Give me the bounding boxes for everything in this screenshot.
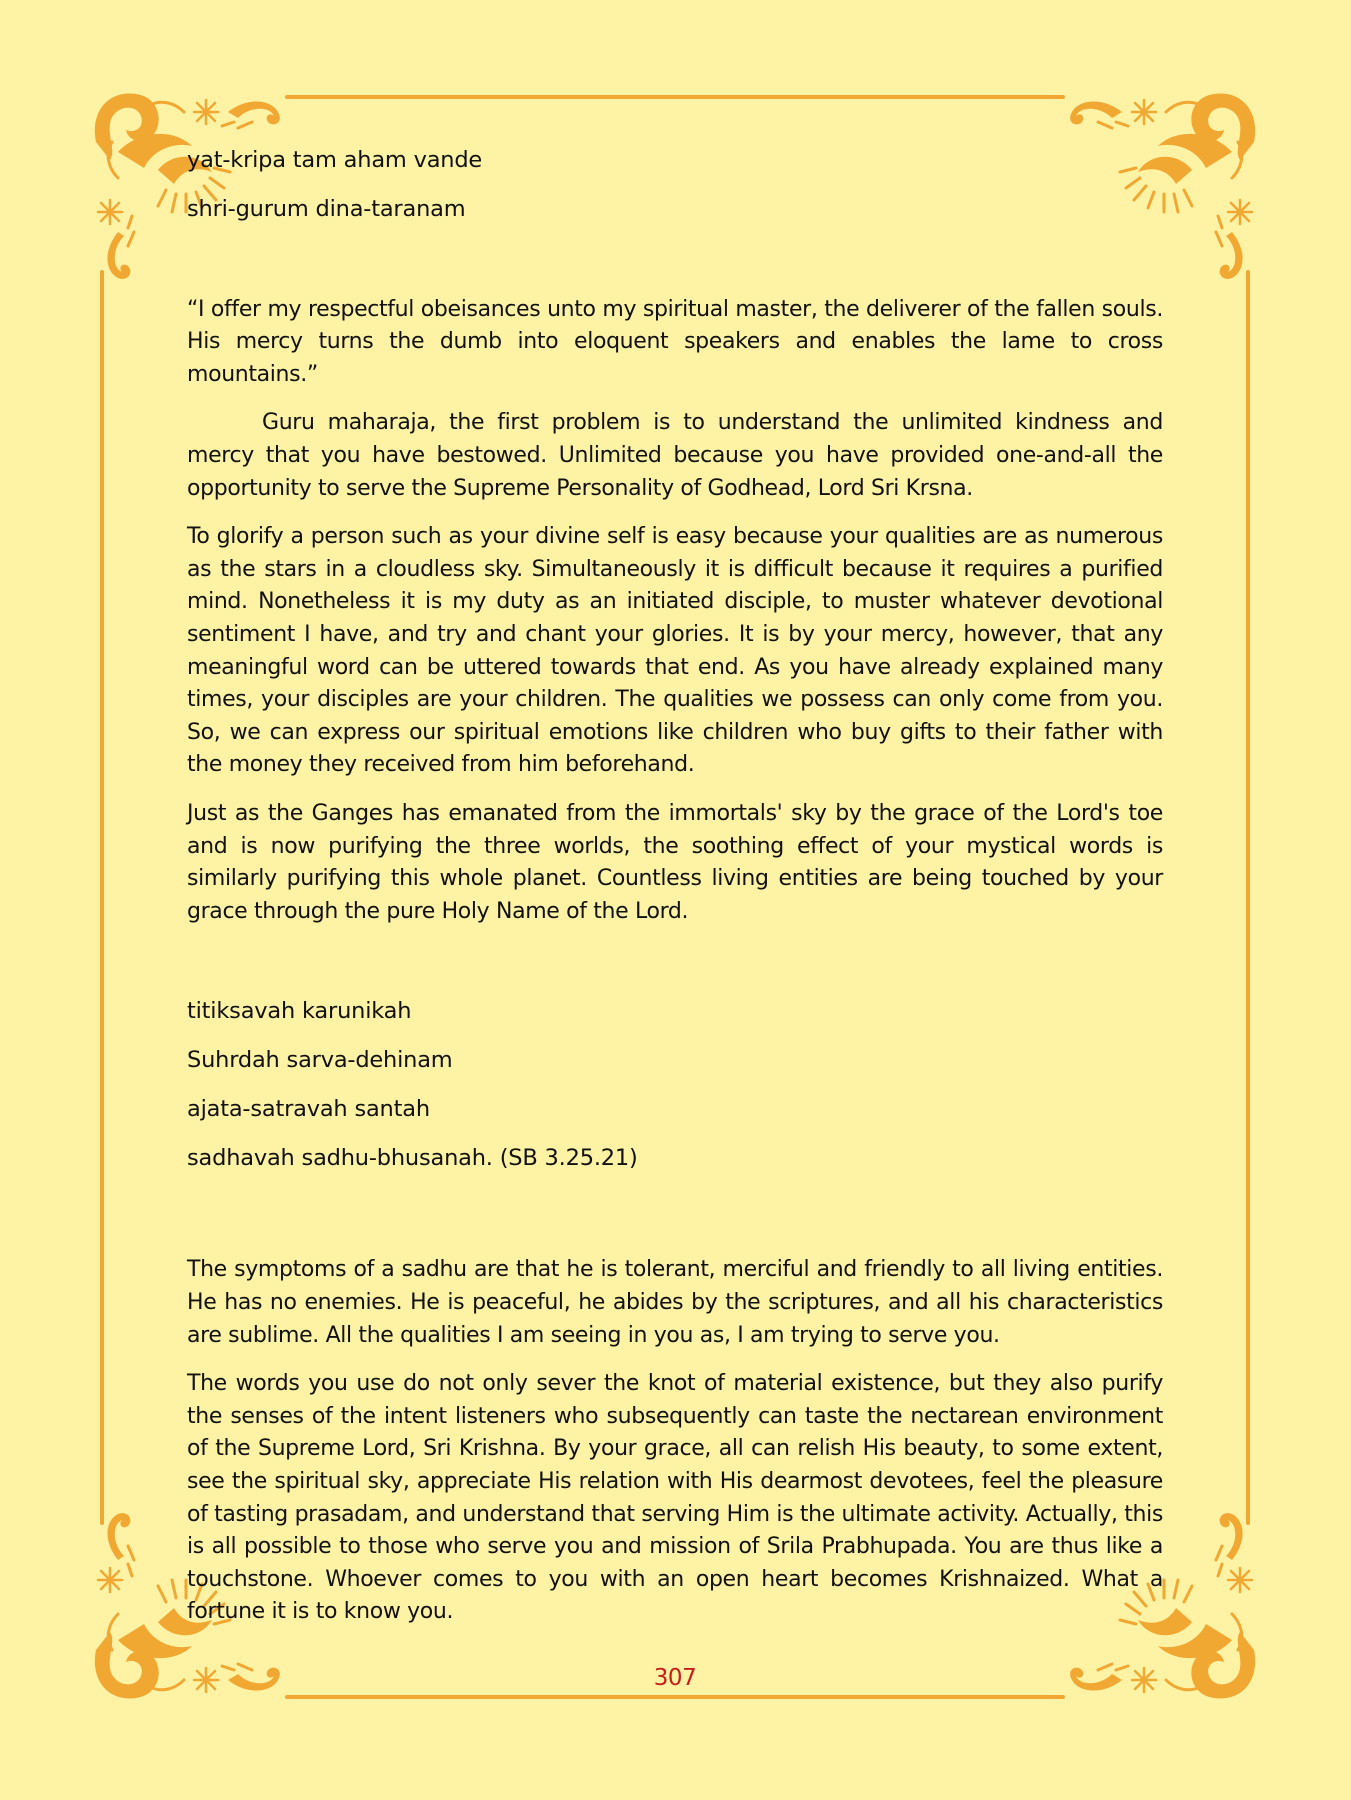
page-content [187, 144, 1163, 1629]
body-paragraph: Just as the Ganges has emanated from the immortals' sky by the grace of the Lord's toe and is now purifying the three worlds, the soothing effect of your mystical words is similarly purifying this whole planet. Countless living entities are being touched by your grace through the pure Holy Name of the Lord. [187, 800, 1163, 924]
bottom-border-line [285, 1695, 1065, 1699]
left-border-line [100, 270, 104, 1525]
body-paragraph: The symptoms of a sadhu are that he is tolerant, merciful and friendly to all living entities. He has no enemies. He is peaceful, he abides by the scriptures, and all his characteristics are sublime. All the qualities I am seeing in you as, I am trying to serve you. [187, 1257, 1163, 1348]
right-border-line [1246, 270, 1250, 1525]
body-paragraph: Guru maharaja, the first problem is to understand the unlimited kindness and mercy that you have bestowed. Unlimited because you have provided one-and-all the opportunity to serve the Supreme Personality of Godhead, Lord Sri Krsna. [187, 410, 1163, 501]
page-number: 307 [653, 1665, 697, 1691]
translation-paragraph: “I offer my respectful obeisances unto my spiritual master, the deliverer of the fallen souls. His mercy turns the dumb into eloquent speakers and enables the lame to cross mountains.” [187, 296, 1163, 387]
body-paragraph: To glorify a person such as your divine self is easy because your qualities are as numerous as the stars in a cloudless sky. Simultaneously it is difficult because it requires a purified mind. Nonetheless it is my duty as an initiated disciple, to muster whatever devotional sentiment I have, and try and chant your glories. It is by your mercy, however, that any meaningful word can be uttered towards that end. As you have already explained many times, your disciples are your children. The qualities we possess can only come from you. So, we can express our spiritual emotions like children who buy gifts to their father with the money they received from him beforehand. [187, 524, 1163, 778]
top-border-line [285, 95, 1065, 99]
verse-line: titiksavah karunikah [187, 998, 412, 1025]
body-paragraph: The words you use do not only sever the knot of material existence, but they also purify the senses of the intent listeners who subsequently can taste the nectarean environment of the Supreme Lord, Sri Krishna. By your grace, all can relish His beauty, to some extent, see the spiritual sky, appreciate His relation with His dearmost devotees, feel the pleasure of tasting prasadam, and understand that serving Him is the ultimate activity. Actually, this is all possible to those who serve you and mission of Srila Prabhupada. You are thus like a touchstone. Whoever comes to you with an open heart becomes Krishnaized. What a fortune it is to know you. [187, 1371, 1163, 1625]
verse-line: sadhavah sadhu-bhusanah. (SB 3.25.21) [187, 1144, 638, 1171]
verse-line: ajata-satravah santah [187, 1095, 430, 1122]
verse-line: yat-kripa tam aham vande [187, 147, 483, 173]
verse-line: Suhrdah sarva-dehinam [187, 1047, 453, 1074]
verse-line: shri-gurum dina-taranam [187, 195, 466, 222]
